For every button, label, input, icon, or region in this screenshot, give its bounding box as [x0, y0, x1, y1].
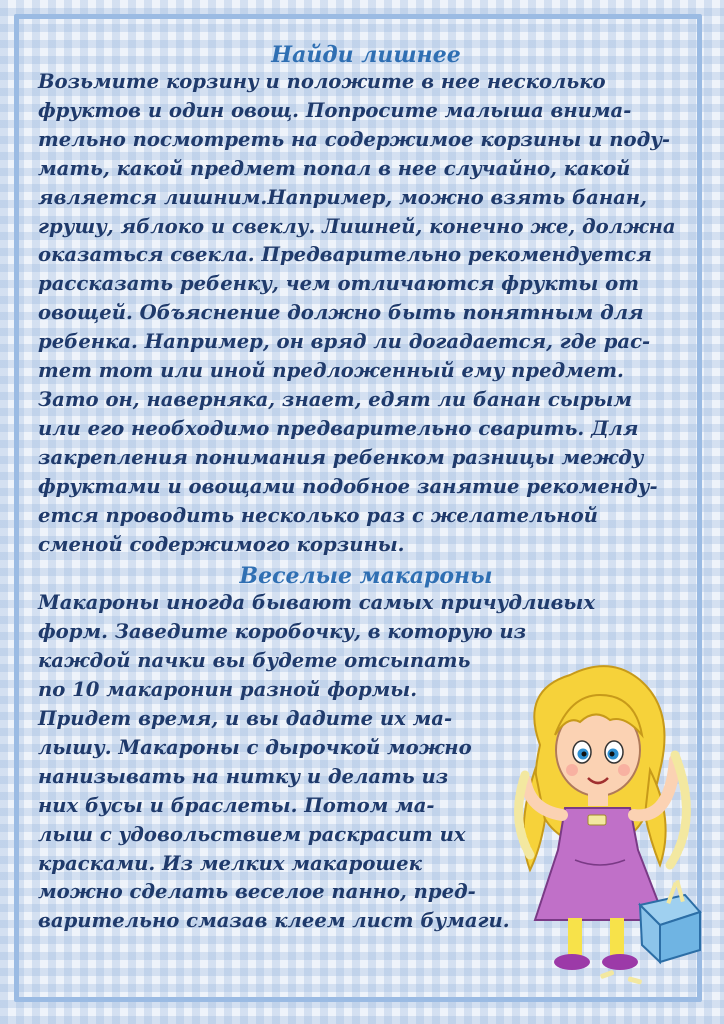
text-line: Зато он, наверняка, знает, едят ли банан сырым [38, 387, 632, 411]
section-text-odd-one-out [38, 68, 694, 559]
text-line: нанизывать на нитку и делать из [38, 764, 449, 788]
text-line: каждой пачки вы будете отсыпать [38, 649, 471, 673]
section-title-funny-macaroni: Веселые макароны [239, 563, 493, 590]
text-line: ребенка. Например, он вряд ли догадается, где рас- [38, 330, 651, 354]
text-line: тельно посмотреть на содержимое корзины и поду- [38, 127, 671, 151]
text-line: сменой содержимого корзины. [38, 532, 405, 556]
section-title-odd-one-out: Найди лишнее [271, 42, 461, 68]
text-line: закрепления понимания ребенком разницы между [38, 445, 644, 469]
text-line: Придет время, и вы дадите их ма- [38, 707, 453, 731]
text-line: лыш с удовольствием раскрасит их [38, 822, 466, 846]
text-line: Возьмите корзину и положите в нее несколько [38, 70, 606, 93]
text-line: мать, какой предмет попал в нее случайно, какой [38, 156, 631, 180]
text-line: можно сделать веселое панно, пред- [38, 880, 476, 904]
text-line: грушу, яблоко и свеклу. Лишней, конечно же, должна [38, 214, 676, 238]
text-line: или его необходимо предварительно сварить. Для [38, 416, 639, 440]
text-line: овощей. Объяснение должно быть понятным для [38, 301, 644, 325]
text-line: ется проводить несколько раз с желательной [38, 503, 598, 527]
text-line: фруктов и один овощ. Попросите малыша внима- [38, 98, 632, 122]
text-line: рассказать ребенку, чем отличаются фрукты от [38, 272, 639, 296]
text-line: фруктами и овощами подобное занятие рекоменду- [38, 474, 658, 498]
text-line: является лишним.Например, можно взять банан, [38, 185, 647, 209]
text-line: них бусы и браслеты. Потом ма- [38, 793, 435, 817]
text-line: варительно смазав клеем лист бумаги. [38, 909, 510, 933]
text-line: Макароны иногда бывают самых причудливых [38, 591, 596, 615]
text-line: форм. Заведите коробочку, в которую из [38, 620, 527, 644]
girl-with-macaroni-necklace-icon [500, 650, 710, 990]
text-line: тет тот или иной предложенный ему предмет. [38, 359, 624, 383]
text-line: оказаться свекла. Предварительно рекомендуется [38, 243, 652, 267]
text-line: лышу. Макароны с дырочкой можно [38, 735, 472, 759]
text-line: по 10 макаронин разной формы. [38, 678, 418, 702]
text-line: красками. Из мелких макарошек [38, 851, 422, 875]
